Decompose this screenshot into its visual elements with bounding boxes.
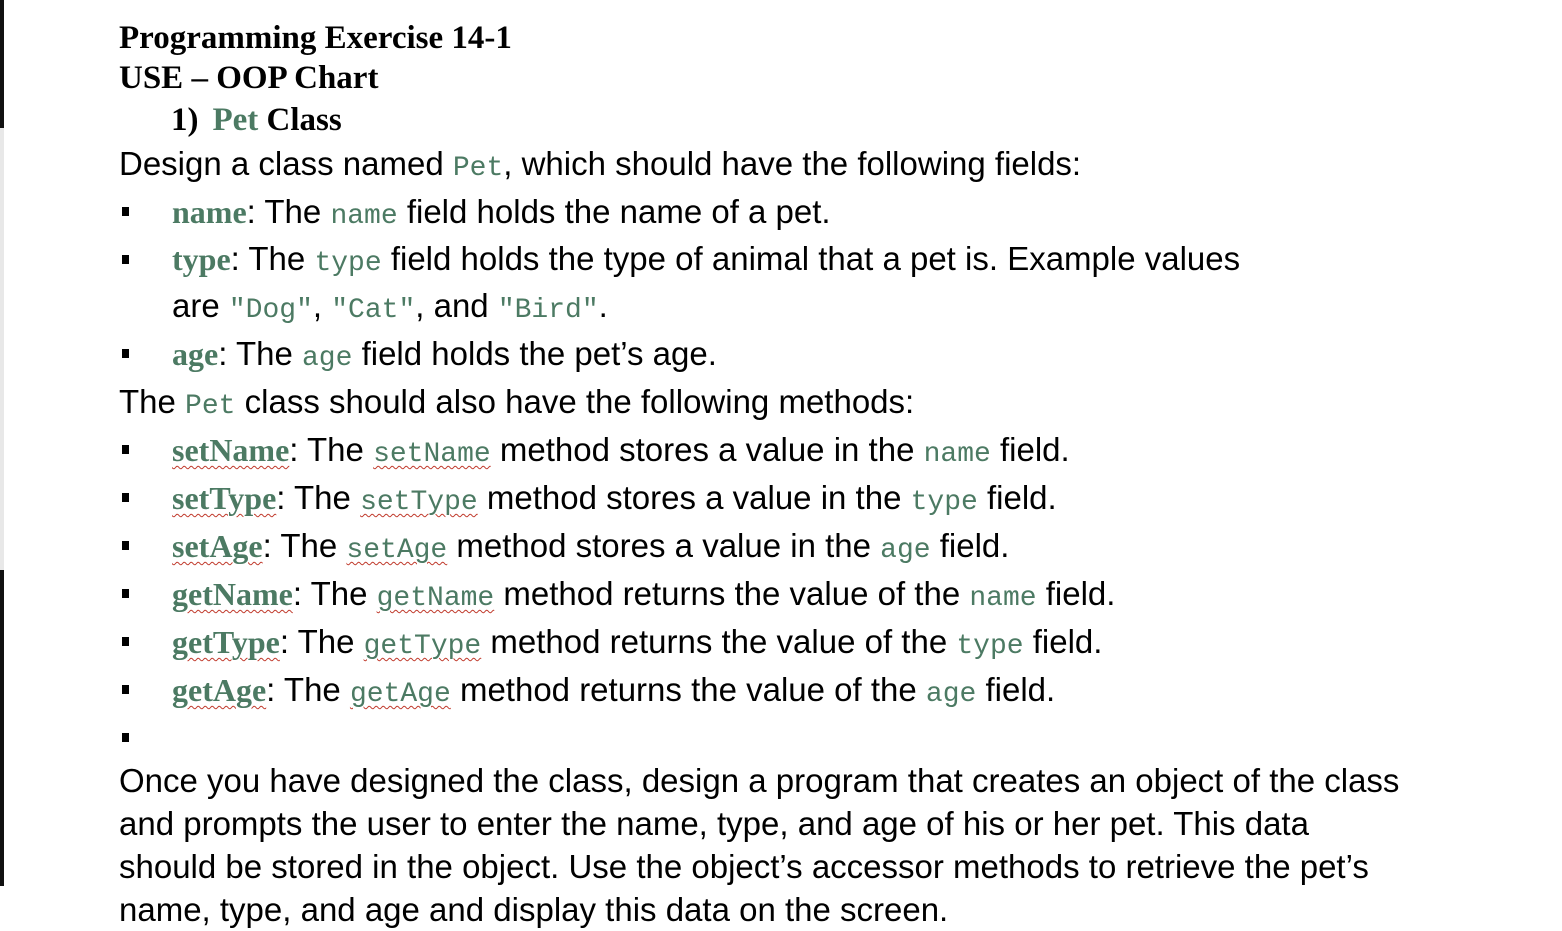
method-description-end: field.: [1023, 623, 1103, 660]
method-description: method stores a value in the: [477, 479, 911, 516]
method-field-code: type: [910, 487, 978, 518]
methods-intro-text: The: [119, 383, 186, 420]
methods-list: [119, 428, 1539, 759]
separator: : The: [276, 479, 361, 516]
bullet-square-icon: [122, 685, 129, 694]
method-name: setAge: [172, 528, 263, 564]
bullet-square-icon: [122, 207, 129, 216]
method-field-code: age: [880, 535, 931, 566]
closing-paragraph: [119, 759, 1539, 931]
method-field-code: type: [956, 631, 1024, 662]
bullet-square-icon: [122, 445, 129, 454]
separator: : The: [246, 193, 331, 230]
method-code: getAge: [349, 679, 451, 710]
document-body: [119, 18, 1539, 931]
list-item: [119, 332, 1539, 380]
closing-line: and prompts the user to enter the name, type, and age of his or her pet. This data: [119, 805, 1309, 842]
bullet-square-icon: [122, 541, 129, 550]
method-name: setType: [172, 480, 277, 516]
field-name: type: [172, 241, 231, 277]
list-item: [119, 190, 1539, 238]
closing-line: Once you have designed the class, design a program that creates an object of the class: [119, 762, 1400, 799]
separator: : The: [292, 575, 377, 612]
methods-intro-text-end: class should also have the following methods:: [235, 383, 915, 420]
field-code: name: [330, 201, 398, 232]
method-field-code: age: [925, 679, 977, 710]
method-description-end: field.: [930, 527, 1010, 564]
fields-list: [119, 190, 1539, 380]
method-code: getType: [363, 631, 482, 662]
methods-intro-code: Pet: [185, 391, 236, 422]
bullet-square-icon: [122, 589, 129, 598]
field-code: type: [314, 248, 382, 279]
bullet-square-icon: [122, 637, 129, 646]
method-field-code: name: [969, 583, 1037, 614]
closing-line: name, type, and age and display this data on the screen.: [119, 891, 949, 928]
separator: : The: [230, 240, 315, 277]
section-class-code: Pet: [212, 102, 259, 138]
method-description: method returns the value of the: [450, 671, 926, 708]
field-name: name: [172, 194, 247, 230]
method-description: method stores a value in the: [490, 431, 924, 468]
method-code: setType: [360, 487, 478, 518]
list-item: [119, 476, 1539, 524]
field-code: age: [301, 343, 353, 374]
method-code: getName: [376, 583, 495, 614]
method-description: method returns the value of the: [481, 623, 957, 660]
list-item: [119, 620, 1539, 668]
list-item: [119, 572, 1539, 620]
intro-code: Pet: [452, 153, 504, 184]
example-value: "Dog": [228, 295, 313, 326]
list-item: [119, 238, 1539, 332]
example-value: "Cat": [331, 295, 416, 326]
separator: .: [598, 287, 608, 324]
page-title: Programming Exercise 14-1: [119, 20, 512, 56]
method-description: method stores a value in the: [447, 527, 881, 564]
field-description-cont: are: [172, 287, 229, 324]
intro-text-end: , which should have the following fields:: [503, 145, 1082, 182]
methods-intro: [119, 380, 1539, 428]
section-number: 1): [171, 102, 199, 138]
method-name: setName: [172, 432, 290, 468]
separator: , and: [415, 287, 498, 324]
method-field-code: name: [923, 439, 991, 470]
list-item: [119, 428, 1539, 476]
fields-intro: [119, 142, 1539, 190]
section-heading: [171, 98, 1539, 142]
intro-text: Design a class named: [119, 145, 453, 182]
method-description-end: field.: [976, 671, 1056, 708]
method-code: setAge: [346, 535, 448, 566]
field-description: field holds the type of animal that a pet is. Example values: [381, 240, 1241, 277]
bullet-square-icon: [122, 349, 129, 358]
example-value: "Bird": [497, 295, 599, 326]
separator: : The: [262, 527, 347, 564]
page-subtitle: USE – OOP Chart: [119, 60, 379, 96]
method-description: method returns the value of the: [494, 575, 970, 612]
method-description-end: field.: [990, 431, 1070, 468]
method-code: setName: [373, 439, 491, 470]
list-item: [119, 668, 1539, 716]
method-description-end: field.: [977, 479, 1057, 516]
method-name: getName: [172, 576, 293, 612]
list-item-empty: [119, 716, 1539, 759]
bullet-square-icon: [122, 733, 129, 742]
section-class-word: Class: [266, 102, 342, 138]
window-edge-bar: [0, 0, 4, 886]
method-name: getAge: [172, 672, 267, 708]
method-name: getType: [172, 624, 280, 660]
separator: ,: [312, 287, 332, 324]
bullet-square-icon: [122, 493, 129, 502]
field-description: field holds the name of a pet.: [397, 193, 831, 230]
method-description-end: field.: [1036, 575, 1116, 612]
list-item: [119, 524, 1539, 572]
separator: : The: [279, 623, 364, 660]
separator: : The: [289, 431, 374, 468]
separator: : The: [266, 671, 350, 708]
field-description: field holds the pet’s age.: [352, 335, 717, 372]
field-name: age: [172, 336, 219, 372]
separator: : The: [218, 335, 302, 372]
bullet-square-icon: [122, 255, 129, 264]
closing-line: should be stored in the object. Use the object’s accessor methods to retrieve the pet’s: [119, 848, 1369, 885]
